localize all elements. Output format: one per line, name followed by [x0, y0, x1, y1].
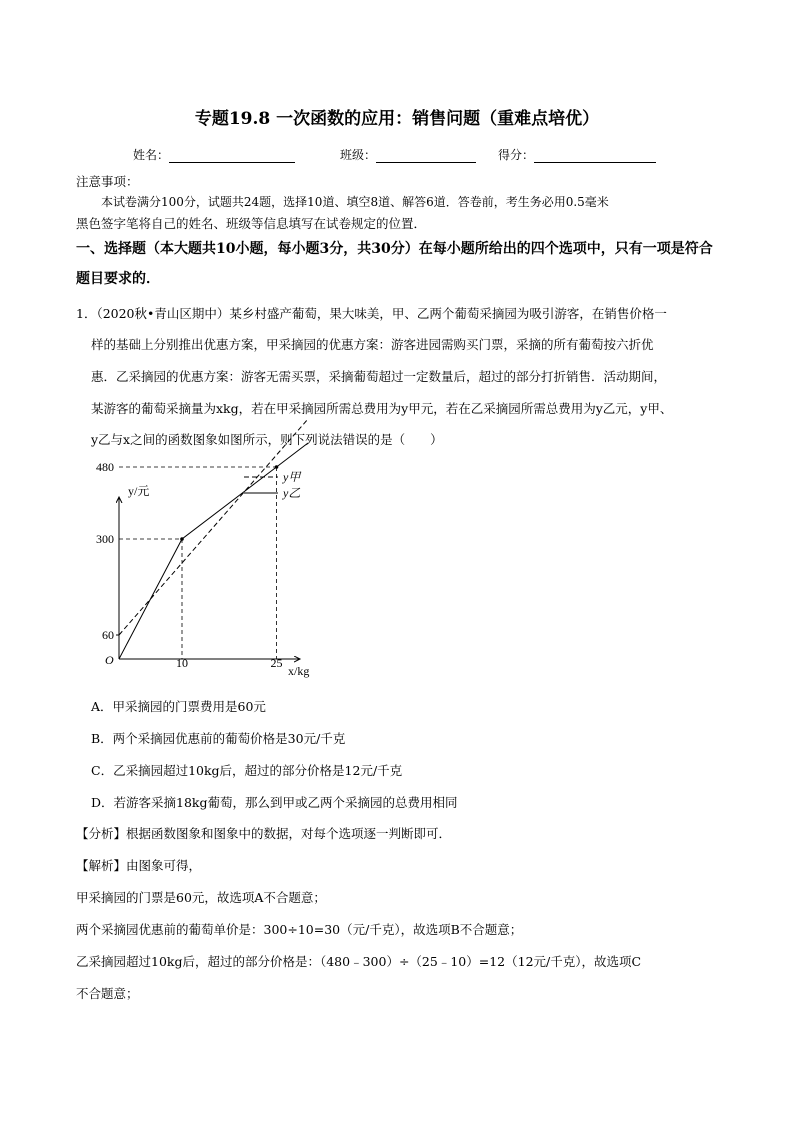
score-label: 得分：	[498, 148, 535, 162]
page-title: 专题19.8 一次函数的应用：销售问题（重难点培优）	[194, 109, 600, 129]
question-line-4: 某游客的葡萄采摘量为xkg，若在甲采摘园所需总费用为y甲元，若在乙采摘园所需总费用为y乙元，y甲、	[91, 401, 673, 416]
option-a: A．甲采摘园的门票费用是60元	[91, 699, 266, 714]
legend-label-2: y乙	[283, 486, 301, 500]
point-25	[275, 465, 279, 469]
option-d: D．若游客采摘18kg葡萄，那么到甲或乙两个采摘园的总费用相同	[91, 795, 458, 810]
solution-line-2: 两个采摘园优惠前的葡萄单价是：300÷10=30（元/千克），故选项B不合题意；	[76, 922, 523, 937]
solution-line-4: 不合题意；	[76, 986, 139, 1001]
name-label: 姓名：	[133, 148, 170, 162]
section-heading-1: 一、选择题（本大题共10小题，每小题3分，共30分）在每小题所给出的四个选项中，只有一项是符合	[76, 241, 713, 257]
option-b: B．两个采摘园优惠前的葡萄价格是30元/千克	[91, 731, 346, 746]
notice-line-1: 本试卷满分100分，试题共24题，选择10道、填空8道、解答6道．答卷前，考生务必用0.5毫米	[101, 195, 609, 209]
solution-line-3: 乙采摘园超过10kg后，超过的部分价格是：（480﹣300）÷（25﹣10）=12（12元/千克），故选项C	[76, 954, 642, 969]
solution-line-1: 甲采摘园的门票是60元，故选项A不合题意；	[76, 890, 326, 905]
point-10	[180, 537, 184, 541]
question-line-5: y乙与x之间的函数图象如图所示，则下列说法错误的是（ ）	[91, 432, 443, 447]
y-tick-60: 60	[102, 628, 114, 642]
legend-label-1: y甲	[283, 470, 301, 484]
section-heading-2: 题目要求的．	[76, 271, 160, 287]
analysis-jiexi: 【解析】由图象可得，	[76, 858, 202, 873]
class-label: 班级：	[340, 148, 377, 162]
x-tick-25: 25	[270, 656, 283, 670]
notice-line-2: 黑色签字笔将自己的姓名、班级等信息填写在试卷规定的位置．	[76, 216, 427, 231]
y-axis-label: y/元	[128, 484, 150, 498]
question-line-3: 惠．乙采摘园的优惠方案：游客无需买票，采摘葡萄超过一定数量后，超过的部分打折销售．活动期间，	[91, 369, 667, 384]
series-line-1	[119, 419, 308, 635]
notice-heading: 注意事项：	[76, 174, 139, 189]
origin-label: O	[105, 653, 114, 667]
option-c: C．乙采摘园超过10kg后，超过的部分价格是12元/千克	[91, 763, 403, 778]
question-line-1: 1．（2020秋•青山区期中）某乡村盛产葡萄，果大味美，甲、乙两个葡萄采摘园为吸引游客，在销售价格一	[76, 306, 667, 321]
x-tick-10: 10	[176, 656, 188, 670]
y-tick-480: 480	[96, 460, 114, 474]
question-line-2: 样的基础上分别推出优惠方案，甲采摘园的优惠方案：游客进园需购买门票，采摘的所有葡萄按六折优	[91, 337, 654, 352]
y-tick-300: 300	[96, 532, 114, 546]
x-axis-label: x/kg	[288, 664, 310, 678]
series-line-2	[119, 443, 308, 659]
analysis-fenxi: 【分析】根据函数图象和图象中的数据，对每个选项逐一判断即可．	[76, 826, 452, 841]
